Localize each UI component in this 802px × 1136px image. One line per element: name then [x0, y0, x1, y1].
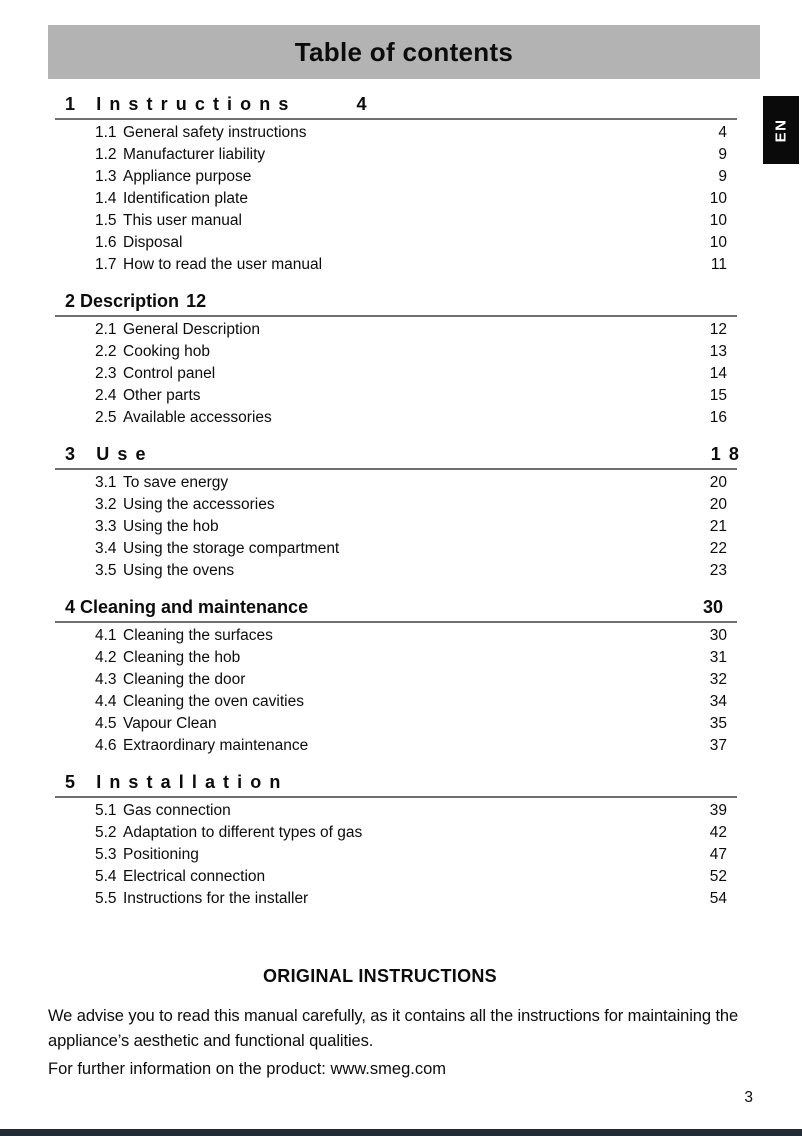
- entry-number: 4.6: [95, 737, 117, 754]
- toc-entry: [55, 254, 737, 276]
- entry-page-number: 14: [709, 365, 727, 382]
- toc-entry: [55, 800, 737, 822]
- entry-number: 4.2: [95, 649, 117, 666]
- entry-title: Cooking hob: [123, 343, 211, 360]
- toc-entry: [55, 407, 737, 429]
- toc-entry: [55, 647, 737, 669]
- section-items: [55, 120, 737, 276]
- entry-title: How to read the user manual: [123, 256, 323, 273]
- toc-entry: [55, 822, 737, 844]
- entry-title: Using the ovens: [123, 562, 235, 579]
- entry-page-number: 9: [718, 168, 727, 185]
- section-heading: [55, 595, 737, 619]
- entry-number: 5.2: [95, 824, 117, 841]
- entry-number: 1.4: [95, 190, 117, 207]
- section-page-number: 18: [710, 444, 747, 464]
- section-title: Cleaning and maintenance: [80, 597, 309, 617]
- page-title: Table of contents: [294, 36, 514, 67]
- entry-number: 5.1: [95, 802, 117, 819]
- entry-number: 2.2: [95, 343, 117, 360]
- entry-page-number: 54: [709, 890, 727, 907]
- bottom-accent-bar: [0, 1129, 802, 1136]
- language-tab: [763, 96, 799, 164]
- toc-entry: [55, 538, 737, 560]
- section-items: [55, 798, 737, 910]
- section-items: [55, 317, 737, 429]
- toc-entry: [55, 472, 737, 494]
- entry-number: 3.4: [95, 540, 117, 557]
- entry-number: 2.4: [95, 387, 117, 404]
- entry-title: Electrical connection: [123, 868, 266, 885]
- entry-number: 4.4: [95, 693, 117, 710]
- entry-title: Identification plate: [123, 190, 248, 207]
- toc-section: [55, 770, 737, 910]
- page-number: 3: [744, 1089, 753, 1106]
- entry-number: 2.1: [95, 321, 117, 338]
- entry-title: Cleaning the surfaces: [123, 627, 273, 644]
- entry-page-number: 23: [709, 562, 727, 579]
- section-heading: [55, 92, 737, 116]
- toc-entry: [55, 166, 737, 188]
- entry-page-number: 10: [709, 234, 727, 251]
- toc-section: [55, 595, 737, 757]
- section-page-number: 4: [356, 94, 375, 114]
- entry-page-number: 13: [709, 343, 727, 360]
- entry-page-number: 11: [710, 256, 727, 273]
- entry-title: Appliance purpose: [123, 168, 252, 185]
- section-page-number: 30: [702, 597, 723, 617]
- section-page-number: 12: [186, 291, 207, 311]
- section-heading: [55, 770, 737, 794]
- entry-number: 1.5: [95, 212, 117, 229]
- entry-title: Other parts: [123, 387, 201, 404]
- entry-title: Vapour Clean: [123, 715, 217, 732]
- footer-paragraph: We advise you to read this manual carefully, as it contains all the instructions for maintaining the appliance’s aesthetic and functional qualities.: [48, 1007, 739, 1050]
- toc-entry: [55, 560, 737, 582]
- entry-title: Manufacturer liability: [123, 146, 266, 163]
- footer-product-info: For further information on the product: www.smeg.com: [48, 1060, 446, 1078]
- entry-number: 5.3: [95, 846, 117, 863]
- section-number: 1: [65, 94, 84, 114]
- toc-entry: [55, 341, 737, 363]
- entry-title: Cleaning the door: [123, 671, 246, 688]
- toc-entry: [55, 713, 737, 735]
- toc-section: [55, 289, 737, 429]
- toc-header-banner: [48, 25, 760, 79]
- entry-page-number: 47: [709, 846, 727, 863]
- toc-section: [55, 442, 747, 582]
- entry-page-number: 35: [709, 715, 727, 732]
- toc-entry: [55, 866, 737, 888]
- toc-entry: [55, 232, 737, 254]
- entry-page-number: 12: [709, 321, 727, 338]
- section-items: [55, 623, 737, 757]
- entry-number: 1.2: [95, 146, 117, 163]
- toc-entry: [55, 122, 737, 144]
- entry-number: 1.7: [95, 256, 117, 273]
- entry-number: 3.2: [95, 496, 117, 513]
- entry-page-number: 32: [709, 671, 727, 688]
- entry-number: 2.3: [95, 365, 117, 382]
- entry-title: To save energy: [123, 474, 229, 491]
- entry-number: 3.5: [95, 562, 117, 579]
- entry-number: 1.6: [95, 234, 117, 251]
- toc-entry: [55, 188, 737, 210]
- entry-page-number: 22: [709, 540, 727, 557]
- toc-entry: [55, 888, 737, 910]
- entry-page-number: 4: [718, 124, 727, 141]
- section-title: Use: [96, 444, 154, 464]
- entry-page-number: 31: [709, 649, 727, 666]
- entry-number: 3.3: [95, 518, 117, 535]
- entry-number: 3.1: [95, 474, 117, 491]
- section-heading: [55, 442, 747, 466]
- section-number: 4: [65, 597, 76, 617]
- entry-title: Using the hob: [123, 518, 219, 535]
- toc-entry: [55, 319, 737, 341]
- entry-number: 5.4: [95, 868, 117, 885]
- toc-entry: [55, 625, 737, 647]
- entry-title: Available accessories: [123, 409, 272, 426]
- toc-entry: [55, 210, 737, 232]
- toc-entry: [55, 494, 737, 516]
- entry-page-number: 52: [709, 868, 727, 885]
- section-number: 5: [65, 772, 84, 792]
- entry-title: Adaptation to different types of gas: [123, 824, 363, 841]
- entry-title: Using the storage compartment: [123, 540, 340, 557]
- entry-title: Disposal: [123, 234, 183, 251]
- entry-number: 4.1: [95, 627, 117, 644]
- section-number: 3: [65, 444, 84, 464]
- language-tab-label: EN: [772, 118, 790, 142]
- entry-title: Extraordinary maintenance: [123, 737, 309, 754]
- entry-page-number: 37: [709, 737, 727, 754]
- entry-page-number: 10: [709, 190, 727, 207]
- toc-entry: [55, 735, 737, 757]
- entry-number: 1.3: [95, 168, 117, 185]
- toc-entry: [55, 385, 737, 407]
- section-heading: [55, 289, 737, 313]
- toc-entry: [55, 691, 737, 713]
- entry-page-number: 20: [709, 474, 727, 491]
- entry-title: Control panel: [123, 365, 216, 382]
- toc-entry: [55, 363, 737, 385]
- entry-title: Cleaning the oven cavities: [123, 693, 304, 710]
- entry-page-number: 21: [709, 518, 727, 535]
- entry-number: 2.5: [95, 409, 117, 426]
- toc-sections: [55, 92, 747, 910]
- toc-entry: [55, 669, 737, 691]
- entry-title: Instructions for the installer: [123, 890, 309, 907]
- entry-title: Gas connection: [123, 802, 231, 819]
- section-title: Description: [80, 291, 180, 311]
- entry-page-number: 15: [709, 387, 727, 404]
- entry-title: General Description: [123, 321, 260, 338]
- entry-number: 5.5: [95, 890, 117, 907]
- entry-number: 4.5: [95, 715, 117, 732]
- entry-title: General safety instructions: [123, 124, 307, 141]
- section-number: 2: [65, 291, 76, 311]
- toc-section: [55, 92, 737, 276]
- entry-page-number: 10: [709, 212, 727, 229]
- toc-entry: [55, 516, 737, 538]
- entry-number: 4.3: [95, 671, 117, 688]
- entry-number: 1.1: [95, 124, 117, 141]
- entry-page-number: 42: [709, 824, 727, 841]
- entry-page-number: 20: [709, 496, 727, 513]
- entry-title: Cleaning the hob: [123, 649, 241, 666]
- toc-entry: [55, 844, 737, 866]
- section-items: [55, 470, 737, 582]
- original-instructions-heading: ORIGINAL INSTRUCTIONS: [263, 966, 497, 986]
- entry-page-number: 9: [718, 146, 727, 163]
- entry-page-number: 16: [709, 409, 727, 426]
- entry-title: Using the accessories: [123, 496, 275, 513]
- toc-entry: [55, 144, 737, 166]
- entry-title: Positioning: [123, 846, 199, 863]
- section-title: Instructions: [96, 94, 297, 114]
- entry-page-number: 34: [709, 693, 727, 710]
- section-title: Installation: [96, 772, 289, 792]
- entry-title: This user manual: [123, 212, 242, 229]
- entry-page-number: 30: [709, 627, 727, 644]
- entry-page-number: 39: [709, 802, 727, 819]
